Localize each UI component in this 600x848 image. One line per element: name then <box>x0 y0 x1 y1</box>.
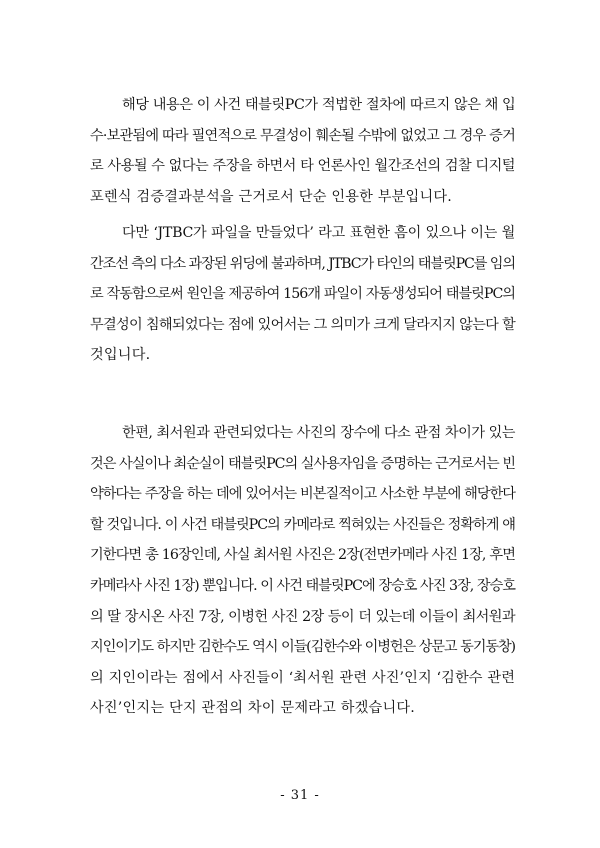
paragraph-3 <box>90 418 515 724</box>
paragraph-line: 의 딸 장시온 사진 7장, 이병헌 사진 2장 등이 더 있는데 이들이 최서원과 <box>90 608 515 625</box>
paragraph-line: 것은 사실이나 최순실이 태블릿PC의 실사용자임을 증명하는 근거로서는 빈 <box>90 455 515 472</box>
paragraph-line: 것입니다. <box>90 347 151 364</box>
paragraph-line: 기한다면 총 16장인데, 사실 최서원 사진은 2장(전면카메라 사진 1장, 후면 <box>90 547 515 564</box>
paragraph-line: 해당 내용은 이 사건 태블릿PC가 적법한 절차에 따르지 않은 채 입 <box>122 97 516 113</box>
paragraph-line: 사진’인지는 단지 관점의 차이 문제라고 하겠습니다. <box>90 700 415 717</box>
paragraph-line: 지인이기도 하지만 김한수도 역시 이들(김한수와 이병헌은 상문고 동기동창) <box>90 639 515 656</box>
paragraph-line: 무결성이 침해되었다는 점에 있어서는 그 의미가 크게 달라지지 않는다 할 <box>90 316 515 333</box>
paragraph-line: 할 것입니다. 이 사건 태블릿PC의 카메라로 찍혀있는 사진들은 정확하게 얘 <box>90 516 515 533</box>
paragraph-line: 다만 ‘JTBC가 파일을 만들었다’ 라고 표현한 흠이 있으나 이는 월 <box>122 225 515 241</box>
paragraph-line: 카메라사 사진 1장) 뿐입니다. 이 사건 태블릿PC에 장승호 사진 3장, 장승호 <box>90 577 515 594</box>
paragraph-line: 간조선 측의 다소 과장된 위딩에 불과하며, JTBC가 타인의 태블릿PC를 임의 <box>90 255 515 272</box>
paragraph-line: 수·보관됨에 따라 필연적으로 무결성이 훼손될 수밖에 없었고 그 경우 증거 <box>90 127 515 144</box>
paragraph-line: 의 지인이라는 점에서 사진들이 ‘최서원 관련 사진’인지 ‘김한수 관련 <box>90 669 515 686</box>
page-number: - 31 - <box>280 788 320 803</box>
paragraph-line: 약하다는 주장을 하는 데에 있어서는 비본질적이고 사소한 부분에 해당한다 <box>90 486 515 503</box>
paragraph-line: 한편, 최서원과 관련되었다는 사진의 장수에 다소 관점 차이가 있는 <box>122 425 515 441</box>
paragraph-line: 포렌식 검증결과분석을 근거로서 단순 인용한 부분입니다. <box>90 188 452 205</box>
paragraph-2 <box>90 218 515 371</box>
paragraph-1 <box>90 90 515 212</box>
paragraph-line: 로 작동함으로써 원인을 제공하여 156개 파일이 자동생성되어 태블릿PC의 <box>90 286 515 303</box>
paragraph-line: 로 사용될 수 없다는 주장을 하면서 타 언론사인 월간조선의 검찰 디지털 <box>90 158 515 175</box>
